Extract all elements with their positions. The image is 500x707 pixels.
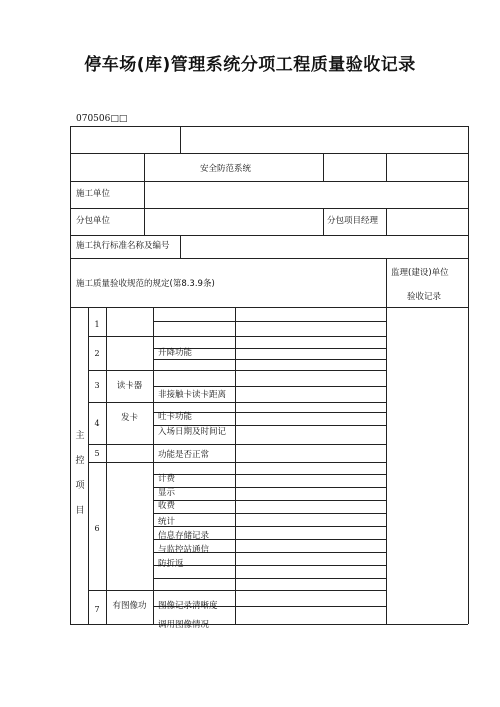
- row-number: 7: [94, 605, 100, 614]
- item-text: 收费: [158, 501, 176, 511]
- group-label: 读卡器: [116, 381, 143, 391]
- item-text: 功能是否正常: [158, 450, 210, 460]
- sub-unit-label: 分包单位: [76, 216, 111, 226]
- supervisor-label: 监理(建设)单位: [391, 268, 449, 278]
- item-text: 计费: [158, 474, 176, 484]
- sub-manager-label: 分包项目经理: [327, 216, 379, 226]
- acceptance-record-label: 验收记录: [407, 292, 442, 302]
- spec-rule-label: 施工质量验收规范的规定(第8.3.9条): [76, 279, 215, 289]
- row-number: 2: [94, 349, 100, 358]
- item-text: 信息存储记录: [158, 531, 210, 541]
- row-number: 4: [94, 419, 100, 428]
- row-number: 6: [94, 524, 100, 533]
- page-title: 停车场(库)管理系统分项工程质量验收记录: [84, 55, 416, 75]
- row-number: 3: [94, 381, 100, 390]
- main-control-char: 控: [75, 456, 85, 466]
- main-control-char: 项: [75, 481, 85, 491]
- construction-unit-label: 施工单位: [76, 189, 111, 199]
- group-label: 有图像功: [112, 601, 147, 611]
- group-label: 发卡: [120, 413, 138, 423]
- item-text: 吐卡功能: [158, 412, 193, 422]
- item-text: 图像记录清晰度: [158, 601, 218, 611]
- row-number: 1: [94, 320, 100, 329]
- main-control-char: 目: [75, 506, 85, 516]
- item-text: 非接触卡读卡距离: [158, 390, 227, 400]
- item-text: 调用图像情况: [158, 620, 210, 630]
- system-name: 安全防范系统: [200, 164, 252, 174]
- item-text: 防折返: [158, 559, 184, 569]
- row-number: 5: [94, 449, 100, 458]
- item-text: 与监控站通信: [158, 545, 210, 555]
- item-text: 升降功能: [158, 348, 193, 358]
- standard-label: 施工执行标准名称及编号: [76, 241, 170, 251]
- main-control-char: 主: [75, 431, 85, 441]
- form-code: 070506□□: [76, 114, 128, 124]
- item-text: 统计: [158, 517, 176, 527]
- item-text: 显示: [158, 488, 176, 498]
- item-text: 入场日期及时间记: [158, 427, 227, 437]
